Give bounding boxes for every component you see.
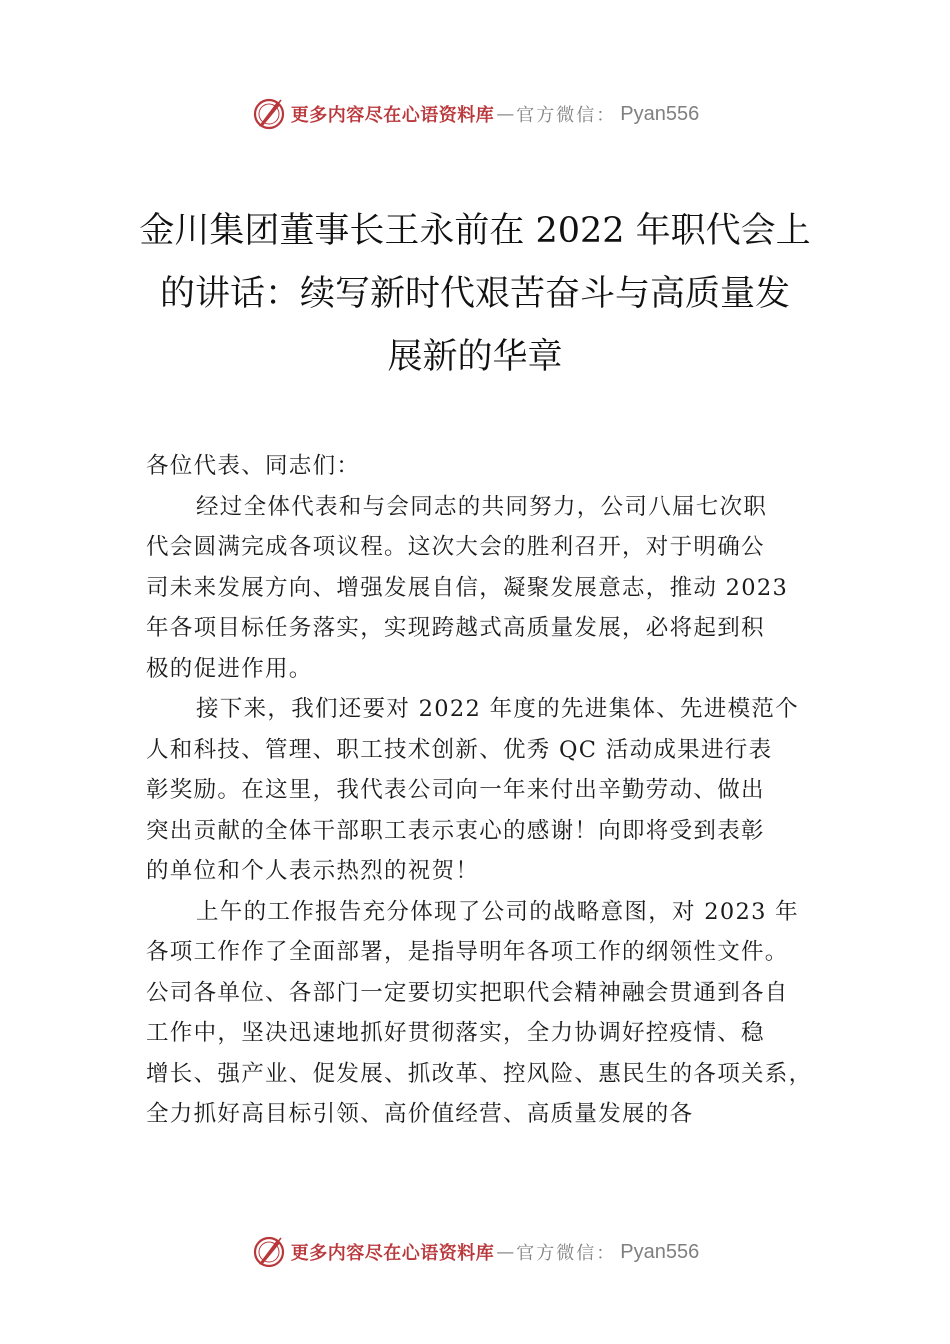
paragraph-line: 极的促进作用。 (146, 655, 313, 682)
banner-library-text: 更多内容尽在心语资料库 (290, 105, 495, 126)
paragraph-line: 经过全体代表和与会同志的共同努力，公司八届七次职 (196, 493, 768, 520)
paragraph-line: 突出贡献的全体干部职工表示衷心的感谢！向即将受到表彰 (146, 817, 765, 844)
header-banner (0, 94, 950, 134)
paragraph-line: 司未来发展方向、增强发展自信，凝聚发展意志，推动 2023 (146, 574, 789, 601)
banner-wechat-label: 官方微信 (516, 1243, 597, 1264)
banner-dash: — (496, 1241, 515, 1263)
banner-wechat-label: 官方微信 (516, 105, 597, 126)
paragraph-line: 增长、强产业、促发展、抓改革、控风险、惠民生的各项关系， (146, 1060, 813, 1087)
document-body (146, 446, 836, 1135)
paragraph-line: 工作中，坚决迅速地抓好贯彻落实，全力协调好控疫情、稳 (146, 1020, 765, 1046)
title-line: 展新的华章 (387, 337, 563, 377)
banner-dash: — (496, 103, 515, 125)
banner-colon: ： (596, 1243, 615, 1264)
paragraph-line: 公司各单位、各部门一定要切实把职代会精神融会贯通到各自 (146, 979, 789, 1006)
banner-library-text: 更多内容尽在心语资料库 (290, 1243, 495, 1264)
paragraph-line: 彰奖励。在这里，我代表公司向一年来付出辛勤劳动、做出 (146, 777, 765, 803)
quill-seal-icon (251, 96, 287, 132)
banner-colon: ： (596, 105, 615, 126)
title-line: 金川集团董事长王永前在 2022 年职代会上 (139, 211, 811, 251)
paragraph-line: 接下来，我们还要对 2022 年度的先进集体、先进模范个 (196, 696, 799, 722)
paragraph-line: 人和科技、管理、职工技术创新、优秀 QC 活动成果进行表 (146, 736, 773, 763)
paragraph-line: 上午的工作报告充分体现了公司的战略意图，对 2023 年 (196, 898, 799, 925)
quill-seal-icon (251, 1234, 287, 1270)
document-title (120, 200, 830, 389)
paragraph-line: 的单位和个人表示热烈的祝贺！ (146, 858, 480, 884)
paragraph-line: 代会圆满完成各项议程。这次大会的胜利召开，对于明确公 (146, 534, 765, 560)
salutation: 各位代表、同志们： (146, 453, 361, 479)
paragraph-line: 各项工作作了全面部署，是指导明年各项工作的纲领性文件。 (146, 939, 789, 965)
banner-wechat-id: Pyan556 (620, 1240, 700, 1263)
title-line: 的讲话：续写新时代艰苦奋斗与高质量发 (159, 274, 790, 314)
paragraph-line: 年各项目标任务落实，实现跨越式高质量发展，必将起到积 (146, 615, 765, 641)
footer-banner (0, 1232, 950, 1272)
paragraph-line: 全力抓好高目标引领、高价值经营、高质量发展的各 (146, 1101, 694, 1127)
banner-wechat-id: Pyan556 (620, 102, 700, 125)
